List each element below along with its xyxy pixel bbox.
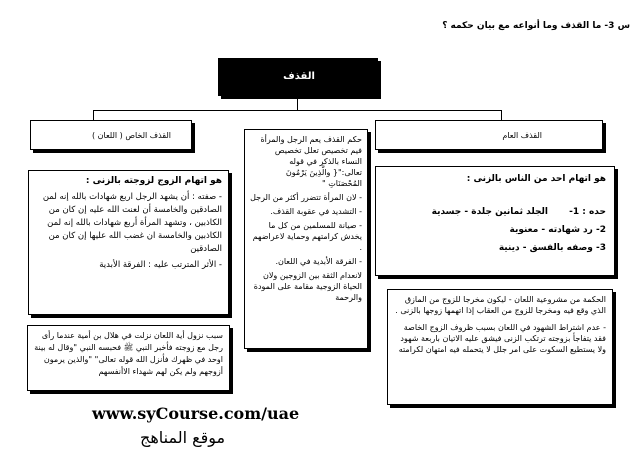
ruling-line-2: فيم تخصيص تعلل تخصيص	[274, 146, 362, 155]
special-effect: - الأثر المترتب عليه : الفرقة الأبدية	[99, 260, 222, 270]
hudood-row-1: الجلد ثمانين جلدة - جسدية	[431, 207, 548, 217]
ruling-bullet-2: - التشديد في عقوبة القذف.	[270, 207, 362, 216]
special-qadhf-label: القذف الخاص ( اللعان )	[91, 131, 171, 140]
cause-text: سبب نزول أية اللعان نزلت في هلال بن أمية عندما رأى رجل مع زوجته فأخبر النبي ﷺ فحبسه النبي "وقال له بينة اوحد في ظهرك فأنزل الله قوله تعالى" "والذين يرمون أزوجهم ولم يكن لهم شهداء الاأنفسهم	[34, 331, 223, 376]
hudood-intro: حده : 1-	[569, 207, 606, 217]
website-url[interactable]: www.syCourse.com/uae	[92, 404, 300, 423]
ruling-line-5: المُحْصَنَاتِ "	[322, 179, 362, 188]
ruling-line-3: النساء بالذكر في قوله	[289, 157, 362, 166]
ruling-bullet-3: - صيانة للمسلمين من كل ما يخدش كرامتهم وحماية لاعراضهم .	[252, 221, 362, 252]
special-qadhf-box	[30, 120, 192, 150]
ruling-bullet-4: - الفرقة الأبدية في اللعان.	[275, 257, 362, 266]
connector-left	[93, 110, 94, 120]
hudood-row-3: 3- وصفه بالفسق - دينية	[498, 243, 606, 253]
question-title: س 3- ما القذف وما أنواعه مع بيان حكمه ؟	[442, 21, 630, 31]
site-name: موقع المناهج	[140, 428, 226, 447]
ruling-bullet-1: - لان المرأة تتضرر أكثر من الرجل	[250, 193, 362, 202]
ruling-line-4: تعالى:"{ والَّذِينَ يَرْمُونَ	[285, 168, 362, 177]
wisdom-paragraph-1: الحكمة من مشروعية اللعان - ليكون مخرجا للزوج من المازق الذي وقع فيه ومخرجا للزوج من العقاب إذا اتهمها زوجها بالزنى .	[395, 295, 606, 315]
ruling-line-1: حكم القذف يعم الرجل والمرأة	[260, 135, 362, 144]
hudood-row-2: 2- رد شهادته - معنوية	[509, 225, 606, 235]
special-definition-box	[28, 170, 229, 315]
special-description: - صفته : أن يشهد الرجل اربع شهادات بالله إنه لمن الصادقين والخامسة أن لعنت الله عليه إن كان من الكاذبين ، وتشهد المرأة أربع شهادات بالله إنه لمن الكاذبين والخامسة ان غضب الله عليها إن كان من الصادقين	[42, 192, 222, 254]
connector-vertical-main	[297, 96, 298, 110]
special-definition-title: هو اتهام الزوج لزوجته بالزنى :	[85, 176, 222, 186]
ruling-bullet-5: لانعدام الثقة بين الزوجين ولان الحياة الزوجية مقامة على المودة والرحمة	[253, 271, 362, 302]
main-node-box	[218, 58, 378, 96]
general-definition-title: هو اتهام احد من الناس بالزنى :	[466, 174, 606, 184]
general-qadhf-label: القذف العام	[502, 131, 542, 140]
connector-horizontal	[93, 110, 501, 111]
wisdom-paragraph-2: - عدم اشتراط الشهود في اللعان بسبب ظروف الزوج الخاصة فقد يتفاجأ بزوجته ترتكب الزنى فيشق عليه الاتيان باربعة شهود ولا يستطيع السكوت على امر جلل لا يتحمله فيه امتهان لكرامته	[398, 323, 606, 354]
wisdom-box	[387, 289, 613, 405]
general-qadhf-box	[375, 120, 603, 150]
ruling-box	[244, 129, 368, 349]
connector-right	[501, 110, 502, 120]
general-definition-box	[375, 166, 615, 276]
cause-box	[27, 325, 230, 391]
main-node-label: القذف	[283, 71, 315, 82]
